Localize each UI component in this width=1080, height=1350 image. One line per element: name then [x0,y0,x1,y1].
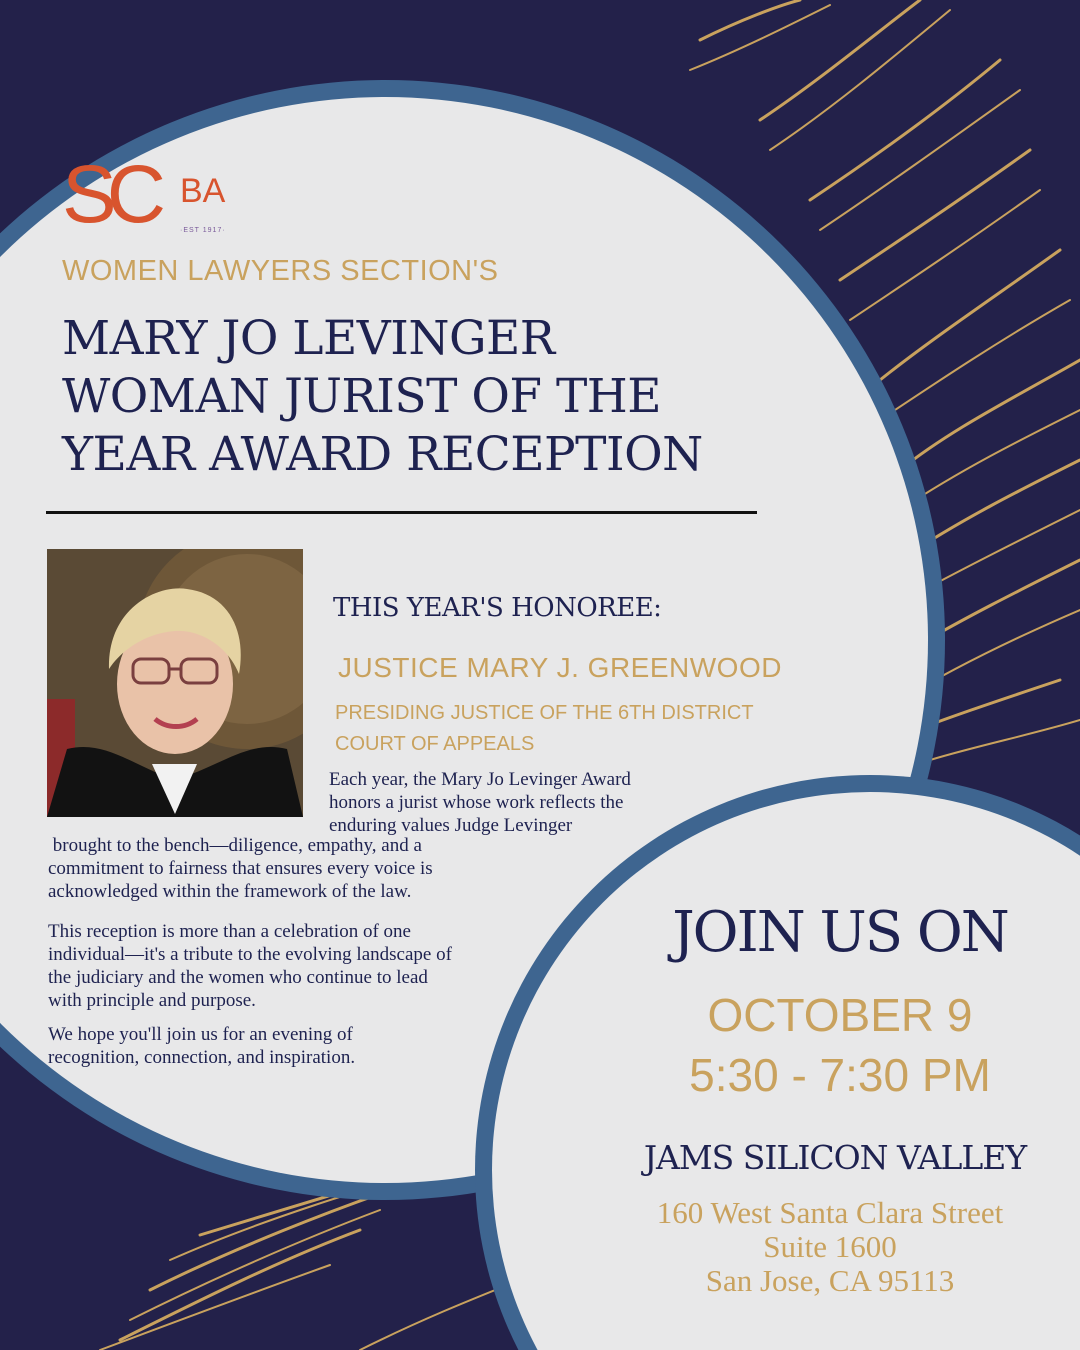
body-line: Each year, the Mary Jo Levinger Award [329,769,631,790]
body-line: recognition, connection, and inspiration. [48,1047,356,1068]
venue-address-line: Suite 1600 [763,1229,897,1264]
honoree-role [335,698,775,760]
body-line: brought to the bench—diligence, empathy, and a [48,835,422,856]
logo-letters-side: BA [180,172,226,210]
body-line: with principle and purpose. [48,990,256,1011]
logo-letters-main: SC [62,150,156,235]
venue-address-line: 160 West Santa Clara Street [656,1195,1004,1230]
body-line: honors a jurist whose work reflects the [329,792,624,813]
scba-logo [62,150,242,235]
title-divider [46,511,757,514]
honoree-photo [47,549,303,817]
event-date: OCTOBER 9 [707,989,973,1041]
body-line: commitment to fairness that ensures every voice is [48,858,433,879]
award-description-top [329,768,709,837]
event-time: 5:30 - 7:30 PM [689,1049,991,1101]
honoree-name: JUSTICE MARY J. GREENWOOD [338,652,782,683]
event-title-line: MARY JO LEVINGER [62,311,555,366]
reception-description [48,920,548,1012]
body-line: We hope you'll join us for an evening of [48,1024,353,1045]
logo-established: ·EST 1917· [180,227,226,234]
event-title [62,310,822,484]
section-title: WOMEN LAWYERS SECTION'S [62,255,499,287]
venue-address-line: San Jose, CA 95113 [705,1263,955,1298]
body-line: the judiciary and the women who continue to lead [48,967,428,988]
body-line: individual—it's a tribute to the evolving landscape of [48,944,452,965]
honoree-role-line: PRESIDING JUSTICE OF THE 6TH DISTRICT [335,702,754,724]
body-line: This reception is more than a celebration of one [48,921,411,942]
event-title-line: YEAR AWARD RECEPTION [62,427,703,482]
honoree-role-line: COURT OF APPEALS [335,733,535,755]
event-title-line: WOMAN JURIST OF THE [62,369,662,424]
body-line: enduring values Judge Levinger [329,815,573,836]
body-line: acknowledged within the framework of the law. [48,881,412,902]
join-us-heading: JOIN US ON [672,900,1008,965]
event-venue: JAMS SILICON VALLEY [643,1138,1027,1177]
honoree-heading: THIS YEAR'S HONOREE: [333,593,662,623]
award-description-bottom [48,834,568,903]
invitation-text [48,1023,548,1069]
